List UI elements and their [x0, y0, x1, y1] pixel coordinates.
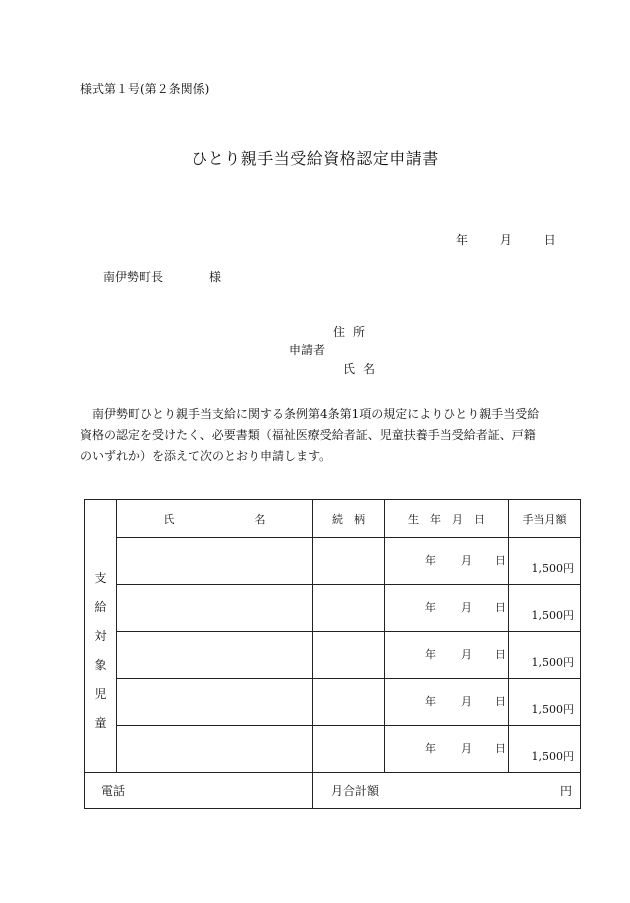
- side-label-cell: [85, 500, 117, 773]
- child-name-field[interactable]: [117, 585, 313, 632]
- birth-month-label: 月: [461, 695, 472, 708]
- table-header-row: [85, 500, 581, 538]
- table-footer-row: [85, 773, 581, 809]
- birth-date-field[interactable]: [385, 679, 509, 726]
- statement-line: 資格の認定を受けたく、必要書類（福祉医療受給者証、児童扶養手当受給者証、戸籍: [80, 428, 536, 442]
- birth-header: 生 年 月 日: [385, 500, 509, 538]
- date-day-label: 日: [543, 233, 556, 247]
- side-label-char: 童: [94, 716, 107, 730]
- birth-day-label: 日: [495, 601, 506, 614]
- statement-line: のいずれか）を添えて次のとおり申請します。: [80, 449, 332, 463]
- birth-date-field[interactable]: [385, 726, 509, 773]
- addressee: [103, 268, 221, 285]
- name-header-b: 名: [254, 512, 266, 526]
- monthly-total-unit: 円: [559, 784, 572, 798]
- monthly-amount: [509, 632, 581, 679]
- addressee-honorific: 様: [209, 270, 222, 284]
- birth-year-label: 年: [425, 742, 436, 755]
- birth-day-label: 日: [495, 554, 506, 567]
- birth-year-label: 年: [425, 554, 436, 567]
- birth-day-label: 日: [495, 742, 506, 755]
- child-name-field[interactable]: [117, 538, 313, 585]
- birth-year-label: 年: [425, 695, 436, 708]
- date-month-label: 月: [499, 233, 512, 247]
- monthly-amount-value: 1,500円: [531, 562, 574, 575]
- monthly-amount: [509, 679, 581, 726]
- amount-header: 手当月額: [509, 500, 581, 538]
- relation-header: 続 柄: [313, 500, 385, 538]
- side-label-char: 支: [94, 571, 107, 585]
- monthly-amount: [509, 538, 581, 585]
- applicant-name-label: 氏名: [343, 362, 384, 376]
- monthly-amount-value: 1,500円: [531, 703, 574, 716]
- applicant-label: 申請者: [289, 343, 326, 357]
- application-date: [456, 231, 556, 248]
- child-name-field[interactable]: [117, 632, 313, 679]
- side-label-char: 児: [94, 687, 107, 701]
- side-label-char: 対: [94, 629, 107, 643]
- application-statement: [80, 404, 590, 467]
- child-name-field[interactable]: [117, 726, 313, 773]
- table-row: [85, 632, 581, 679]
- children-table: [84, 499, 581, 809]
- relation-field[interactable]: [313, 679, 385, 726]
- birth-day-label: 日: [495, 648, 506, 661]
- birth-month-label: 月: [461, 601, 472, 614]
- birth-day-label: 日: [495, 695, 506, 708]
- addressee-name: 南伊勢町長: [103, 270, 164, 284]
- monthly-amount: [509, 585, 581, 632]
- birth-month-label: 月: [461, 554, 472, 567]
- relation-field[interactable]: [313, 585, 385, 632]
- monthly-amount-value: 1,500円: [531, 609, 574, 622]
- table-row: [85, 538, 581, 585]
- side-label-char: 給: [94, 600, 107, 614]
- monthly-total-field[interactable]: [313, 773, 581, 809]
- phone-field[interactable]: [85, 773, 313, 809]
- monthly-amount-value: 1,500円: [531, 750, 574, 763]
- birth-year-label: 年: [425, 648, 436, 661]
- date-year-label: 年: [456, 233, 469, 247]
- relation-field[interactable]: [313, 726, 385, 773]
- birth-date-field[interactable]: [385, 632, 509, 679]
- name-header-a: 氏: [163, 512, 175, 526]
- table-row: [85, 585, 581, 632]
- birth-month-label: 月: [461, 648, 472, 661]
- address-label: 住所: [333, 325, 374, 339]
- birth-date-field[interactable]: [385, 538, 509, 585]
- name-header: [117, 500, 313, 538]
- monthly-total-label: 月合計額: [331, 784, 380, 798]
- statement-line: 南伊勢町ひとり親手当支給に関する条例第4条第1項の規定によりひとり親手当受給: [92, 407, 540, 421]
- side-label-char: 象: [94, 658, 107, 672]
- table-row: [85, 679, 581, 726]
- monthly-amount-value: 1,500円: [531, 656, 574, 669]
- birth-year-label: 年: [425, 601, 436, 614]
- relation-field[interactable]: [313, 632, 385, 679]
- birth-month-label: 月: [461, 742, 472, 755]
- relation-field[interactable]: [313, 538, 385, 585]
- monthly-amount: [509, 726, 581, 773]
- child-name-field[interactable]: [117, 679, 313, 726]
- birth-date-field[interactable]: [385, 585, 509, 632]
- phone-label: 電話: [101, 784, 126, 798]
- document-title: ひとり親手当受給資格認定申請書: [191, 149, 439, 168]
- table-row: [85, 726, 581, 773]
- form-number: 様式第１号(第２条関係): [80, 82, 210, 96]
